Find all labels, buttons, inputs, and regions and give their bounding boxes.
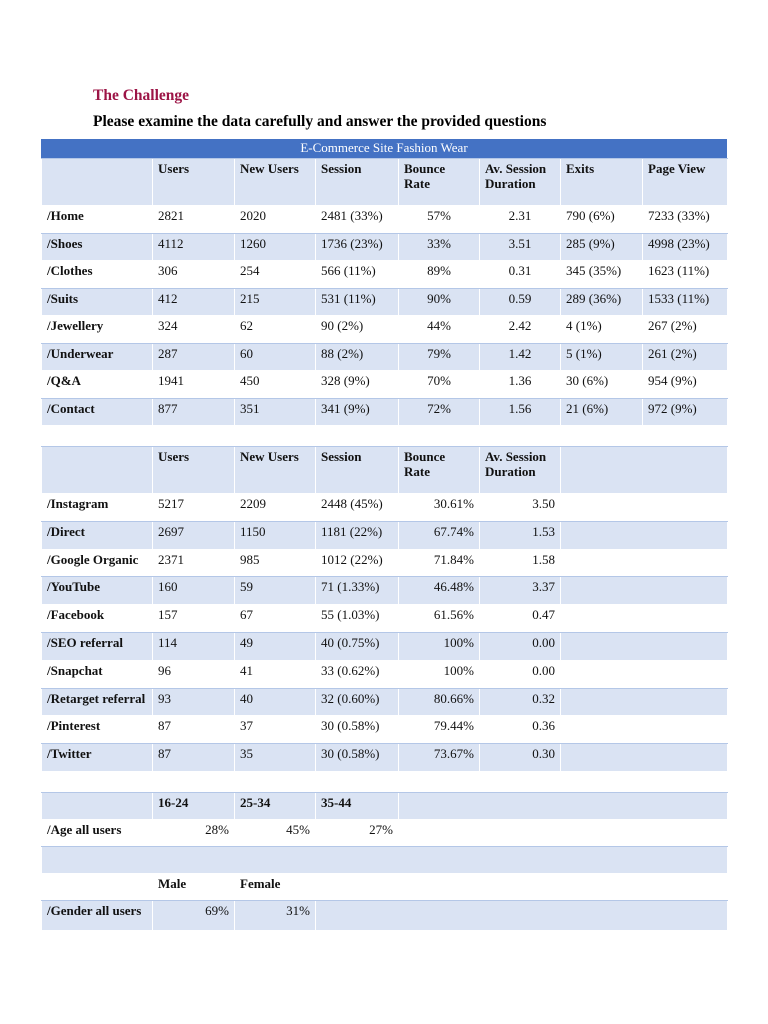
- empty-cell: [561, 494, 728, 522]
- row-label: /Age all users: [42, 819, 153, 846]
- table-cell: 96: [153, 660, 235, 688]
- pages-row: [42, 233, 728, 261]
- table-cell: 55 (1.03%): [316, 605, 399, 633]
- empty-cell: [561, 549, 728, 577]
- empty-cell: [316, 900, 728, 930]
- table-cell: 3.50: [480, 494, 561, 522]
- table-cell: 0.31: [480, 261, 561, 289]
- row-label: /Suits: [42, 288, 153, 316]
- empty-cell: [153, 426, 235, 447]
- table-cell: 31%: [235, 900, 316, 930]
- table-cell: 531 (11%): [316, 288, 399, 316]
- empty-cell: [561, 577, 728, 605]
- sources-row: [42, 716, 728, 744]
- empty-cell: [643, 771, 728, 792]
- table-cell: 954 (9%): [643, 371, 728, 399]
- column-header: Av. Session Duration: [480, 159, 561, 206]
- table-cell: 46.48%: [399, 577, 480, 605]
- table-cell: 2821: [153, 206, 235, 234]
- table-cell: 1623 (11%): [643, 261, 728, 289]
- empty-cell: [561, 521, 728, 549]
- empty-cell: [480, 771, 561, 792]
- header-blank: [42, 159, 153, 206]
- table-cell: 1.36: [480, 371, 561, 399]
- sources-row: [42, 577, 728, 605]
- table-cell: 71.84%: [399, 549, 480, 577]
- table-cell: 7233 (33%): [643, 206, 728, 234]
- table-cell: 2481 (33%): [316, 206, 399, 234]
- table-cell: 877: [153, 398, 235, 426]
- sources-row: [42, 521, 728, 549]
- column-header: Female: [235, 873, 316, 900]
- row-label: /Clothes: [42, 261, 153, 289]
- table-cell: 4998 (23%): [643, 233, 728, 261]
- table-cell: 2371: [153, 549, 235, 577]
- table-cell: 3.37: [480, 577, 561, 605]
- table-cell: 972 (9%): [643, 398, 728, 426]
- empty-cell: [399, 819, 728, 846]
- table-cell: 69%: [153, 900, 235, 930]
- table-cell: 40: [235, 688, 316, 716]
- sources-row: [42, 744, 728, 772]
- table-cell: 37: [235, 716, 316, 744]
- empty-cell: [561, 632, 728, 660]
- table-cell: 90%: [399, 288, 480, 316]
- table-cell: 89%: [399, 261, 480, 289]
- row-label: /Retarget referral: [42, 688, 153, 716]
- sources-row: [42, 660, 728, 688]
- table-cell: 351: [235, 398, 316, 426]
- table-cell: 0.00: [480, 632, 561, 660]
- table-cell: 0.36: [480, 716, 561, 744]
- table-cell: 1.53: [480, 521, 561, 549]
- spacer-row: [42, 426, 728, 447]
- table-cell: 28%: [153, 819, 235, 846]
- table-cell: 57%: [399, 206, 480, 234]
- table-cell: 30 (6%): [561, 371, 643, 399]
- age-row: [42, 819, 728, 846]
- table-cell: 4 (1%): [561, 316, 643, 344]
- column-header: Av. Session Duration: [480, 447, 561, 494]
- table-cell: 30 (0.58%): [316, 744, 399, 772]
- table-cell: 73.67%: [399, 744, 480, 772]
- table-cell: 67.74%: [399, 521, 480, 549]
- row-label: /Jewellery: [42, 316, 153, 344]
- table-cell: 1.56: [480, 398, 561, 426]
- table-cell: 412: [153, 288, 235, 316]
- column-header: Session: [316, 159, 399, 206]
- column-header: Page View: [643, 159, 728, 206]
- header-blank: [42, 792, 153, 819]
- empty-cell: [235, 771, 316, 792]
- table-cell: 0.47: [480, 605, 561, 633]
- pages-header-row: [42, 159, 728, 206]
- empty-cell: [316, 426, 399, 447]
- column-header: Exits: [561, 159, 643, 206]
- empty-cell: [561, 716, 728, 744]
- table-cell: 1.58: [480, 549, 561, 577]
- empty-cell: [42, 846, 728, 873]
- empty-cell: [316, 771, 399, 792]
- sources-row: [42, 549, 728, 577]
- table-cell: 1736 (23%): [316, 233, 399, 261]
- table-cell: 62: [235, 316, 316, 344]
- table-cell: 100%: [399, 632, 480, 660]
- table-cell: 289 (36%): [561, 288, 643, 316]
- table-cell: 267 (2%): [643, 316, 728, 344]
- table-cell: 79.44%: [399, 716, 480, 744]
- table-cell: 2.31: [480, 206, 561, 234]
- table-cell: 21 (6%): [561, 398, 643, 426]
- table-cell: 33%: [399, 233, 480, 261]
- empty-cell: [643, 426, 728, 447]
- column-header: New Users: [235, 159, 316, 206]
- instruction-text: Please examine the data carefully and answer the provided questions: [93, 113, 547, 130]
- sources-header-row: [42, 447, 728, 494]
- table-cell: 306: [153, 261, 235, 289]
- pages-row: [42, 261, 728, 289]
- empty-cell: [42, 771, 153, 792]
- table-cell: 80.66%: [399, 688, 480, 716]
- column-header: New Users: [235, 447, 316, 494]
- empty-cell: [399, 426, 480, 447]
- table-cell: 93: [153, 688, 235, 716]
- pages-row: [42, 288, 728, 316]
- gender-header-row: [42, 873, 728, 900]
- table-cell: 100%: [399, 660, 480, 688]
- pages-row: [42, 343, 728, 371]
- table-cell: 215: [235, 288, 316, 316]
- pages-row: [42, 398, 728, 426]
- table-cell: 41: [235, 660, 316, 688]
- column-header: Bounce Rate: [399, 447, 480, 494]
- table-cell: 71 (1.33%): [316, 577, 399, 605]
- pages-row: [42, 371, 728, 399]
- table-cell: 261 (2%): [643, 343, 728, 371]
- table-cell: 2697: [153, 521, 235, 549]
- empty-cell: [42, 426, 153, 447]
- page-title: The Challenge: [93, 87, 190, 104]
- table-cell: 70%: [399, 371, 480, 399]
- sources-row: [42, 632, 728, 660]
- row-label: /YouTube: [42, 577, 153, 605]
- table-cell: 1181 (22%): [316, 521, 399, 549]
- row-label: /Twitter: [42, 744, 153, 772]
- table-cell: 0.00: [480, 660, 561, 688]
- table-cell: 67: [235, 605, 316, 633]
- empty-cell: [561, 744, 728, 772]
- empty-cell: [561, 688, 728, 716]
- table-cell: 324: [153, 316, 235, 344]
- table-cell: 35: [235, 744, 316, 772]
- sources-row: [42, 494, 728, 522]
- table-cell: 2448 (45%): [316, 494, 399, 522]
- table-cell: 1533 (11%): [643, 288, 728, 316]
- empty-cell: [480, 426, 561, 447]
- column-header: Users: [153, 447, 235, 494]
- table-cell: 285 (9%): [561, 233, 643, 261]
- table-cell: 2.42: [480, 316, 561, 344]
- table-cell: 0.30: [480, 744, 561, 772]
- row-label: /Home: [42, 206, 153, 234]
- table-cell: 5 (1%): [561, 343, 643, 371]
- table-cell: 79%: [399, 343, 480, 371]
- table-cell: 33 (0.62%): [316, 660, 399, 688]
- header-blank: [42, 873, 153, 900]
- row-label: /Underwear: [42, 343, 153, 371]
- column-header: Bounce Rate: [399, 159, 480, 206]
- sources-row: [42, 605, 728, 633]
- table-cell: 0.59: [480, 288, 561, 316]
- table-cell: 157: [153, 605, 235, 633]
- table-cell: 49: [235, 632, 316, 660]
- column-header: Session: [316, 447, 399, 494]
- table-cell: 27%: [316, 819, 399, 846]
- table-cell: 44%: [399, 316, 480, 344]
- table-cell: 328 (9%): [316, 371, 399, 399]
- data-tables: [41, 139, 727, 931]
- table-cell: 60: [235, 343, 316, 371]
- table-cell: 40 (0.75%): [316, 632, 399, 660]
- table-cell: 2209: [235, 494, 316, 522]
- table-cell: 450: [235, 371, 316, 399]
- empty-cell: [153, 771, 235, 792]
- row-label: /Direct: [42, 521, 153, 549]
- table-cell: 114: [153, 632, 235, 660]
- table-cell: 59: [235, 577, 316, 605]
- row-label: /Google Organic: [42, 549, 153, 577]
- row-label: /Facebook: [42, 605, 153, 633]
- pages-row: [42, 316, 728, 344]
- table-cell: 345 (35%): [561, 261, 643, 289]
- column-header: 16-24: [153, 792, 235, 819]
- empty-cell: [399, 771, 480, 792]
- table-cell: 287: [153, 343, 235, 371]
- empty-cell: [561, 660, 728, 688]
- empty-cell: [561, 771, 643, 792]
- table-cell: 72%: [399, 398, 480, 426]
- table-cell: 87: [153, 716, 235, 744]
- header-blank: [42, 447, 153, 494]
- table-cell: 790 (6%): [561, 206, 643, 234]
- table-cell: 5217: [153, 494, 235, 522]
- row-label: /Snapchat: [42, 660, 153, 688]
- row-label: /Q&A: [42, 371, 153, 399]
- column-header: Users: [153, 159, 235, 206]
- pages-row: [42, 206, 728, 234]
- table-cell: 566 (11%): [316, 261, 399, 289]
- table-cell: 341 (9%): [316, 398, 399, 426]
- empty-cell: [561, 605, 728, 633]
- table-cell: 2020: [235, 206, 316, 234]
- table-banner: E-Commerce Site Fashion Wear: [41, 139, 727, 158]
- table-cell: 32 (0.60%): [316, 688, 399, 716]
- table-cell: 88 (2%): [316, 343, 399, 371]
- table-cell: 30.61%: [399, 494, 480, 522]
- table-cell: 1941: [153, 371, 235, 399]
- empty-cell: [316, 873, 728, 900]
- table-cell: 0.32: [480, 688, 561, 716]
- row-label: /Shoes: [42, 233, 153, 261]
- table-cell: 4112: [153, 233, 235, 261]
- analytics-table-body: [42, 140, 728, 931]
- row-label: /Gender all users: [42, 900, 153, 930]
- column-header: Male: [153, 873, 235, 900]
- table-cell: 160: [153, 577, 235, 605]
- table-cell: 985: [235, 549, 316, 577]
- table-cell: 45%: [235, 819, 316, 846]
- table-cell: 1150: [235, 521, 316, 549]
- age-header-row: [42, 792, 728, 819]
- table-cell: 1.42: [480, 343, 561, 371]
- empty-cell: [399, 792, 728, 819]
- analytics-table: [41, 139, 728, 931]
- spacer-row: [42, 771, 728, 792]
- empty-cell: [561, 447, 728, 494]
- empty-cell: [235, 426, 316, 447]
- table-cell: 87: [153, 744, 235, 772]
- empty-cell: [561, 426, 643, 447]
- row-label: /Pinterest: [42, 716, 153, 744]
- table-cell: 254: [235, 261, 316, 289]
- spacer-row: [42, 846, 728, 873]
- table-cell: 90 (2%): [316, 316, 399, 344]
- column-header: 35-44: [316, 792, 399, 819]
- row-label: /Contact: [42, 398, 153, 426]
- gender-row: [42, 900, 728, 930]
- row-label: /Instagram: [42, 494, 153, 522]
- table-cell: 61.56%: [399, 605, 480, 633]
- sources-row: [42, 688, 728, 716]
- table-cell: 1260: [235, 233, 316, 261]
- column-header: 25-34: [235, 792, 316, 819]
- table-cell: 3.51: [480, 233, 561, 261]
- table-cell: 30 (0.58%): [316, 716, 399, 744]
- row-label: /SEO referral: [42, 632, 153, 660]
- table-cell: 1012 (22%): [316, 549, 399, 577]
